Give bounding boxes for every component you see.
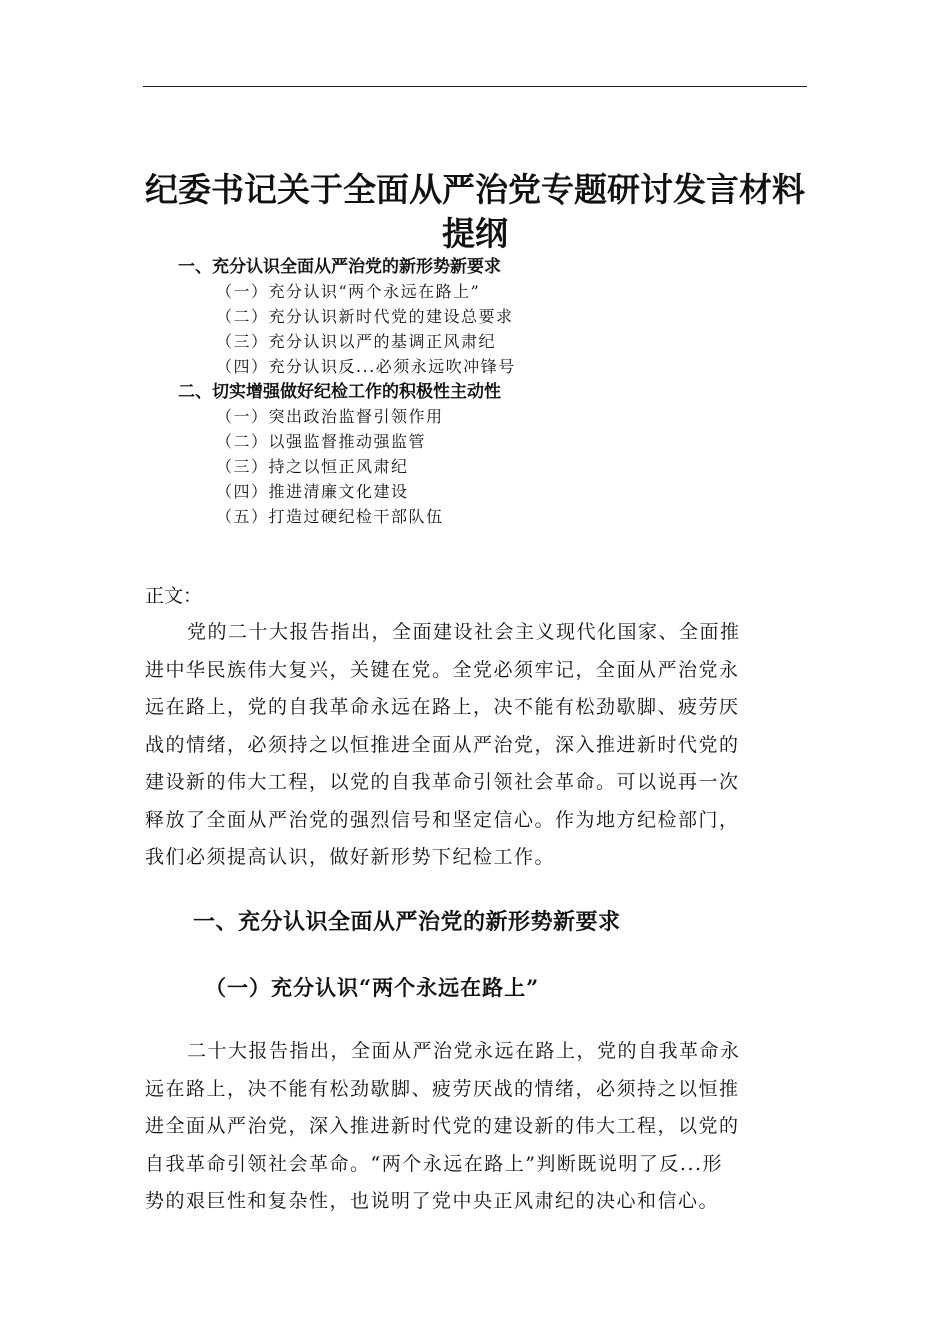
paragraph-line: 进中华民族伟大复兴，关键在党。全党必须牢记，全面从严治党永: [145, 658, 740, 681]
outline-item: （一）充分认识“两个永远在路上”: [216, 282, 481, 301]
paragraph-line: 远在路上，决不能有松劲歇脚、疲劳厌战的情绪，必须持之以恒推: [145, 1077, 740, 1100]
paragraph-line: 进全面从严治党，深入推进新时代党的建设新的伟大工程，以党的: [145, 1115, 740, 1137]
document-title: 纪委书记关于全面从严治党专题研讨发言材料: [145, 170, 805, 209]
paragraph-line: 党的二十大报告指出，全面建设社会主义现代化国家、全面推: [187, 621, 741, 643]
body-label: 正文：: [145, 585, 203, 607]
outline-heading-2: 二、切实增强做好纪检工作的积极性主动性: [178, 382, 501, 402]
outline-item: （五）打造过硬纪检干部队伍: [216, 507, 444, 526]
outline-item: （四）推进清廉文化建设: [216, 482, 409, 501]
paragraph-line: 建设新的伟大工程，以党的自我革命引领社会革命。可以说再一次: [145, 771, 740, 793]
header-rule: [143, 86, 807, 87]
paragraph-line: 自我革命引领社会革命。“两个永远在路上”判断既说明了反...形: [145, 1152, 724, 1175]
paragraph-line: 释放了全面从严治党的强烈信号和坚定信心。作为地方纪检部门，: [145, 808, 740, 831]
paragraph-line: 势的艰巨性和复杂性，也说明了党中央正风肃纪的决心和信心。: [145, 1190, 720, 1212]
document-title-continuation: 提纲: [442, 214, 508, 253]
paragraph-line: 我们必须提高认识，做好新形势下纪检工作。: [145, 846, 556, 868]
section-heading: 一、充分认识全面从严治党的新形势新要求: [193, 910, 621, 935]
subsection-heading: （一）充分认识“两个永远在路上”: [205, 975, 540, 1000]
paragraph-line: 二十大报告指出，全面从严治党永远在路上，党的自我革命永: [187, 1040, 741, 1062]
outline-item: （三）持之以恒正风肃纪: [216, 457, 409, 476]
outline-item: （二）充分认识新时代党的建设总要求: [216, 307, 514, 326]
outline-heading-1: 一、充分认识全面从严治党的新形势新要求: [178, 257, 501, 277]
subsection-paragraph: [145, 1033, 805, 1221]
paragraph-line: 战的情绪，必须持之以恒推进全面从严治党，深入推进新时代党的: [145, 733, 740, 756]
outline-item: （四）充分认识反...必须永远吹冲锋号: [216, 357, 516, 376]
paragraph-line: 远在路上，党的自我革命永远在路上，决不能有松劲歇脚、疲劳厌: [145, 696, 740, 718]
outline-item: （一）突出政治监督引领作用: [216, 407, 444, 426]
intro-paragraph: [145, 614, 805, 877]
outline-item: （三）充分认识以严的基调正风肃纪: [216, 332, 497, 351]
outline-item: （二）以强监督推动强监管: [216, 432, 427, 451]
